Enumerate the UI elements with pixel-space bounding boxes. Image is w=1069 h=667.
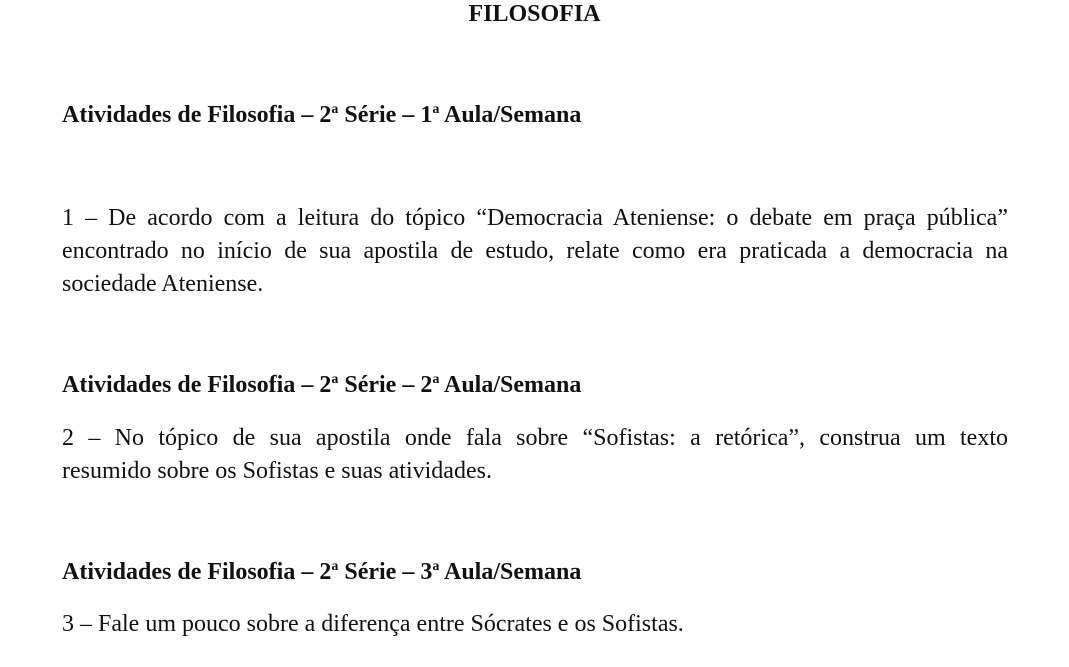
heading-2-sup-1: a — [331, 372, 339, 387]
heading-1-sup-1: a — [331, 102, 339, 117]
question-1-line-2: encontrado no início de sua apostila de estudo, relate como era praticada a democracia na — [62, 238, 1008, 264]
document-title: FILOSOFIA — [468, 1, 601, 27]
question-3-line-1: 3 – Fale um pouco sobre a diferença entre Sócrates e os Sofistas. — [62, 611, 684, 637]
question-2 — [62, 422, 1008, 488]
heading-3-prefix: Atividades de Filosofia – 2 — [62, 559, 332, 585]
question-2-line-2: resumido sobre os Sofistas e suas atividades. — [62, 458, 492, 484]
question-1 — [62, 202, 1008, 301]
question-3 — [62, 608, 1008, 641]
heading-2-middle: Série – 2 — [338, 372, 433, 398]
question-1-line-1: 1 – De acordo com a leitura do tópico “Democracia Ateniense: o debate em praça pública” — [62, 205, 1008, 231]
section-heading-3 — [62, 558, 581, 586]
heading-1-suffix: Aula/Semana — [439, 102, 582, 128]
heading-3-sup-2: a — [432, 559, 440, 574]
question-1-line-3: sociedade Ateniense. — [62, 271, 264, 297]
heading-2-sup-2: a — [432, 372, 440, 387]
heading-3-suffix: Aula/Semana — [439, 559, 582, 585]
heading-1-prefix: Atividades de Filosofia – 2 — [62, 102, 332, 128]
section-heading-1 — [62, 101, 581, 129]
heading-2-prefix: Atividades de Filosofia – 2 — [62, 372, 332, 398]
heading-1-sup-2: a — [432, 102, 440, 117]
heading-2-suffix: Aula/Semana — [439, 372, 582, 398]
heading-1-middle: Série – 1 — [338, 102, 433, 128]
question-2-line-1: 2 – No tópico de sua apostila onde fala sobre “Sofistas: a retórica”, construa um texto — [62, 425, 1008, 451]
heading-3-sup-1: a — [331, 559, 339, 574]
heading-3-middle: Série – 3 — [338, 559, 433, 585]
section-heading-2 — [62, 371, 581, 399]
